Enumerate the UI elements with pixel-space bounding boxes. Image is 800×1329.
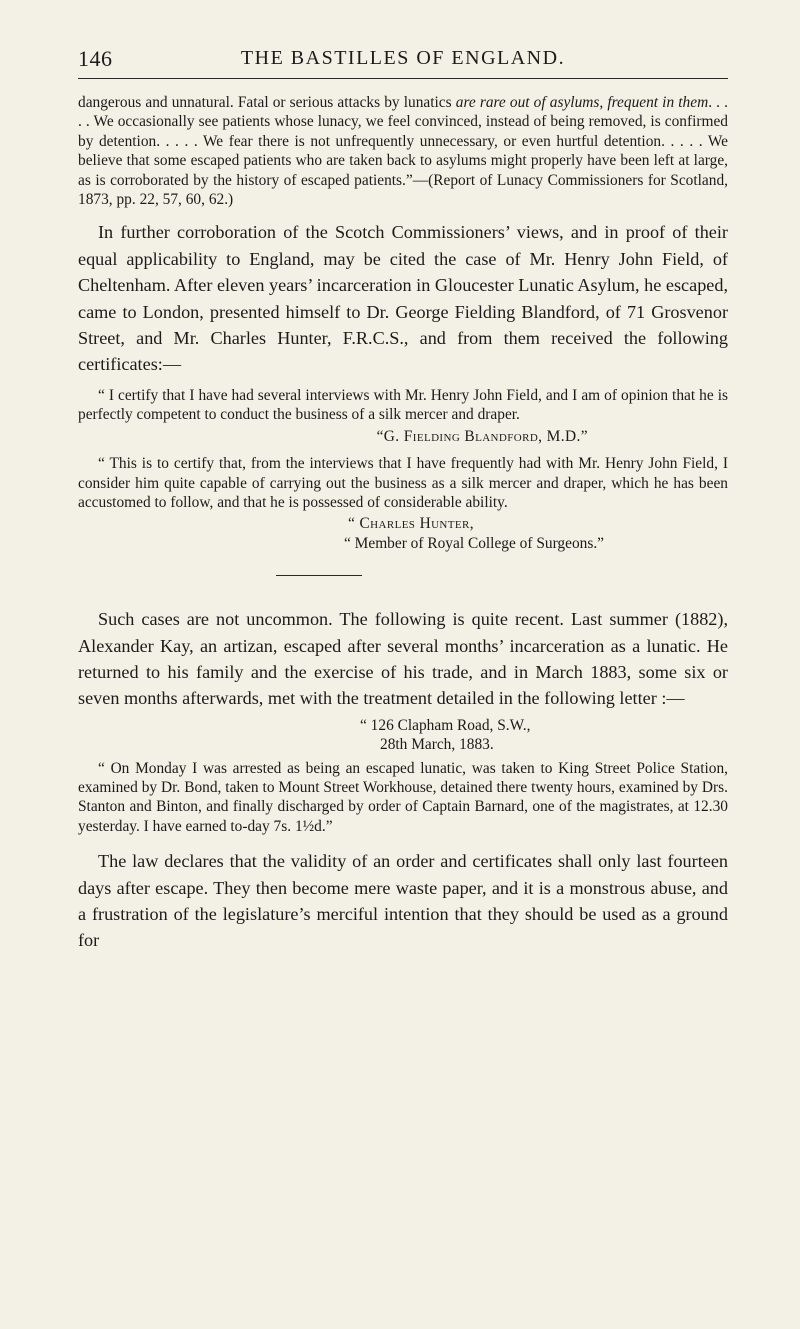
paragraph-kay-case: Such cases are not uncommon. The following is quite recent. Last summer (1882), Alexander Kay, an artizan, escaped after several months’ incarceration as a lunatic. He returned to his family and the exercise of his trade, and in March 1883, some six or seven months afterwards, met with the treatment detailed in the following letter :— [78,609,728,709]
paragraph-law: The law declares that the validity of an order and certificates shall only last fourteen days after escape. They then become mere waste paper, and it is a monstrous abuse, and a frustration of the legislature’s merciful intention that they should be used as a ground for [78,851,728,951]
page-header [78,44,728,79]
certificate-blandford: “ I certify that I have had several interviews with Mr. Henry John Field, and I am of opinion that he is perfectly competent to conduct the business of a silk mercer and draper. [78,386,728,424]
letter-address: “ 126 Clapham Road, S.W., [360,716,531,734]
certificate-hunter: “ This is to certify that, from the interviews that I have frequently had with Mr. Henry John Field, I consider him quite capable of carrying out the business as a silk mercer and draper, which he has been accustomed to follow, and that he is possessed of considerable ability. [78,455,728,511]
excerpt-lead: dangerous and unnatural. Fatal or serious attacks by lunatics [78,94,456,111]
section-divider [276,575,362,576]
signature-blandford: “G. Fielding Blandford, M.D.” [376,427,588,445]
report-excerpt [78,93,728,209]
letter-body: “ On Monday I was arrested as being an escaped lunatic, was taken to King Street Police Station, examined by Dr. Bond, taken to Mount Street Workhouse, detained there twenty hours, examined by Drs. Stanton and Binton, and finally discharged by order of Captain Barnard, one of the magistrates, at 12.30 yesterday. I have earned to-day 7s. 1½d.” [78,759,728,835]
paragraph-field-case: In further corroboration of the Scotch Commissioners’ views, and in proof of their equal applicability to England, may be cited the case of Mr. Henry John Field, of Cheltenham. After eleven years’ incarceration in Gloucester Lunatic Asylum, he escaped, came to London, presented himself to Dr. George Fielding Blandford, of 71 Grosvenor Street, and Mr. Charles Hunter, F.R.C.S., and from them received the following certificates:— [78,222,728,375]
excerpt-italic: are rare out of asylums, frequent in them [455,94,709,111]
excerpt-rest: . . . . . We occasionally see patients whose lunacy, we feel convinced, instead of being removed, is confirmed by detention. . . . . We fear there is not unfrequently unnecessary, or even hurtful detention. . . . . We believe that some escaped patients who are taken back to asylums might properly have been left at large, as is corroborated by the history of escaped patients.”—(Report of Lunacy Commissioners for Scotland, 1873, pp. 22, 57, 60, 62.) [78,94,728,209]
signature-hunter-name: “ Charles Hunter, [348,515,474,533]
book-page [78,44,728,954]
running-title: THE BASTILLES OF ENGLAND. [240,47,566,69]
signature-hunter-title: “ Member of Royal College of Surgeons.” [344,534,605,552]
letter-date: 28th March, 1883. [380,736,494,754]
page-number: 146 [78,46,113,71]
